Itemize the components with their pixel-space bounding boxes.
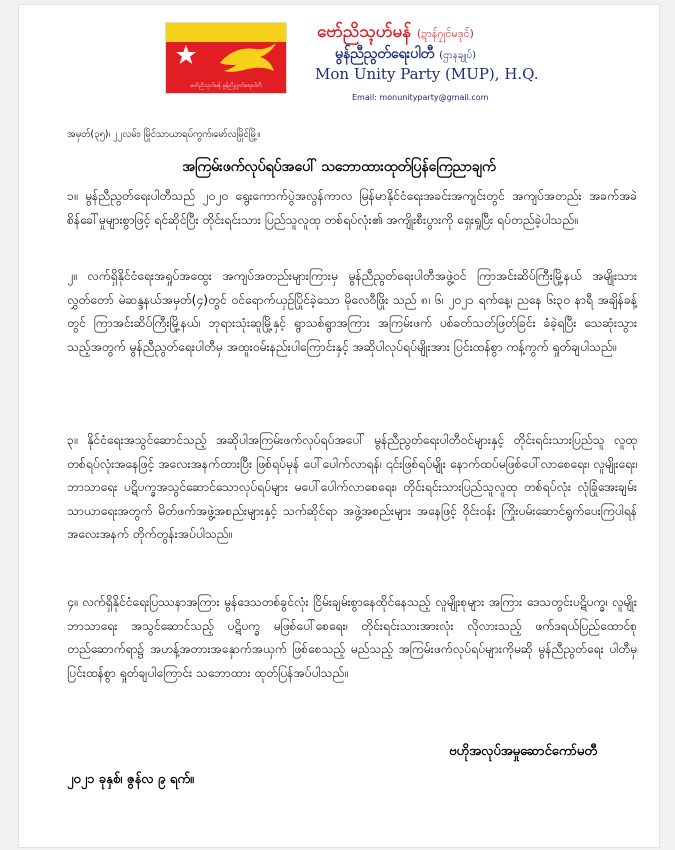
issue-date: ၂၀၂၁ ခုနှစ်၊ ဇွန်လ ၉ ရက်။ [67,772,194,787]
logo-caption: ဗော်ညိသ္ၚဟ်မန် မွန်ညီညွတ်ရေးပါတီ [190,83,262,89]
paragraph-number: ၃။ [67,433,78,447]
party-name-mon [317,21,474,46]
paragraph-text: နိုင်ငံရေးအသွင်ဆောင်သည့် အဆိုပါအကြမ်းဖက်လုပ်ရပ်အပေါ် မွန်ညီညွတ်ရေးပါတီဝင်များနှင့် တိုင်းရင်းသားပြည်သူ လူထုတစ်ရပ်လုံးအနေဖြင့် အလေးအနက်ထားပြီး ဖြစ်ရပ်မှန် ပေါ်ပေါက်လာရန်၊ ၎င်းဖြစ်ရပ်မျိုး နောက်ထပ်မဖြစ်ပေါ်လာစေရေး၊ လူမျိုးရေး၊ ဘာသာရေး ပဋိပက္ခအသွင်ဆောင်သောလုပ်ရပ်များ မပေါ်ပေါက်လာစေရေး၊ တိုင်းရင်းသားပြည်သူလူထု တစ်ရပ်လုံး လုံခြုံအေးချမ်းသာယာရေးအတွက် မိတ်ဖက်အဖွဲ့အစည်းများနှင့် သက်ဆိုင်ရာ အဖွဲ့အစည်းများ အနေဖြင့် ဝိုင်းဝန်း ကြိုးပမ်းဆောင်ရွက်ပေးကြပါရန် အလေးအနက် တိုက်တွန်းအပ်ပါသည်။ [67,433,637,541]
party-name-burmese-suffix: (ဌာနချုပ်) [439,50,477,61]
party-logo [165,22,287,94]
party-name-english: Mon Unity Party (MUP), H.Q. [315,65,539,83]
paragraph-text: လက်ရှိနိုင်ငံရေးအရှုပ်အထွေး အကျပ်အတည်းများကြားမှ မွန်ညီညွတ်ရေးပါတီအဖွဲ့ဝင် ကြာအင်းဆိပ်ကြီးမြို့နယ် အမျိုးသားလွှတ်တော် မဲဆန္ဒနယ်အမှတ်(၄)တွင် ဝင်ရောက်ယှဉ်ပြိုင်ခဲ့သော မိုလေဝီဖြိုး သည် ၈၊ ၆၊ ၂၀၂၁ ရက်နေ့၊ ညနေ ၆း၃၀ နာရီ အချိန်ခန့်တွင် ကြာအင်းဆိပ်ကြီးမြို့နယ်၊ ဘုရားသုံးဆူမြို့နှင့် ရွာသစ်ရွာအကြား အကြမ်းဖက် ပစ်ခတ်သတ်ဖြတ်ခြင်း ခံခဲ့ရပြီး သေဆုံးသွားသည့်အတွက် မွန်ညီညွတ်ရေးပါတီမှ အထူးဝမ်းနည်းပါကြောင်းနှင့် အဆိုပါလုပ်ရပ်မျိုးအား ပြင်းထန်စွာ ကန့်ကွက် ရှုတ်ချပါသည်။ [67,269,637,354]
document-page [18,4,660,848]
party-name-burmese [335,44,476,65]
party-email: Email: monunityparty@gmail.com [352,93,489,102]
paragraph-number: ၂။ [67,269,77,283]
party-name-mon-text: ဗော်ညိသ္ၚဟ်မန် [317,22,411,42]
star-icon [174,43,198,67]
paragraph-text: လက်ရှိနိုင်ငံရေးပြဿနာအကြား မွန်ဒေသတစ်ခွင်လုံး ငြိမ်းချမ်းစွာနေထိုင်နေသည့် လူမျိုးစုများ အကြား ဒေသတွင်းပဋိပက္ခ၊ လူမျိုးဘာသာရေး အသွင်ဆောင်သည့် ပဋိပက္ခ မဖြစ်ပေါ်စေရေး၊ တိုင်းရင်းသားအားလုံး လိုလားသည့် ဖက်ဒရယ်ပြည်ထောင်စု တည်ဆောက်ရာ၌ အဟန့်အတားအနှောက်အယှက် ဖြစ်စေသည့် မည်သည့် အကြမ်းဖက်လုပ်ရပ်များကိုမဆို မွန်ညီညွတ်ရေး ပါတီမှ ပြင်းထန်စွာ ရှုတ်ချပါကြောင်း သဘောထား ထုတ်ပြန်အပ်ပါသည်။ [67,595,638,680]
paragraph-4 [67,591,637,685]
party-name-mon-suffix: (ဍာန်ဂၠုင်မဒုင်) [416,27,474,40]
reference-line: အမှတ်(၃၅)၊ ၂၂လမ်း၊ မြိုင်သာယာရပ်ကွက်၊မော်လမြိုင်မြို့။ [67,129,261,140]
logo-yellow-band [166,23,286,42]
paragraph-1 [67,185,637,232]
paragraph-text: မွန်ညီညွတ်ရေးပါတီသည် ၂၀၂၀ ရွေးကောက်ပွဲအလွန်ကာလ မြန်မာနိုင်ငံရေးအခင်းအကျင်းတွင် အကျပ်အတည်း အခက်အခဲ စိန်ခေါ်မှုများစွာဖြင့် ရင်ဆိုင်ပြီး တိုင်းရင်းသား ပြည်သူလူထု တစ်ရပ်လုံး၏ အကျိုးစီးပွားကို ရှေးရှုပြီး ရပ်တည်ခဲ့ပါသည်။ [67,189,637,227]
hamsa-bird-icon [216,41,278,79]
party-name-burmese-text: မွန်ညီညွတ်ရေးပါတီ [335,46,435,62]
paragraph-3 [67,429,637,547]
paragraph-number: ၄။ [67,595,78,609]
signer: ဗဟိုအလုပ်အမှုဆောင်ကော်မတီ [449,744,597,759]
paragraph-number: ၁။ [67,189,78,203]
paragraph-2 [67,265,637,359]
statement-title: အကြမ်းဖက်လုပ်ရပ်အပေါ် သဘောထားထုတ်ပြန်ကြေညာချက် [182,159,496,175]
